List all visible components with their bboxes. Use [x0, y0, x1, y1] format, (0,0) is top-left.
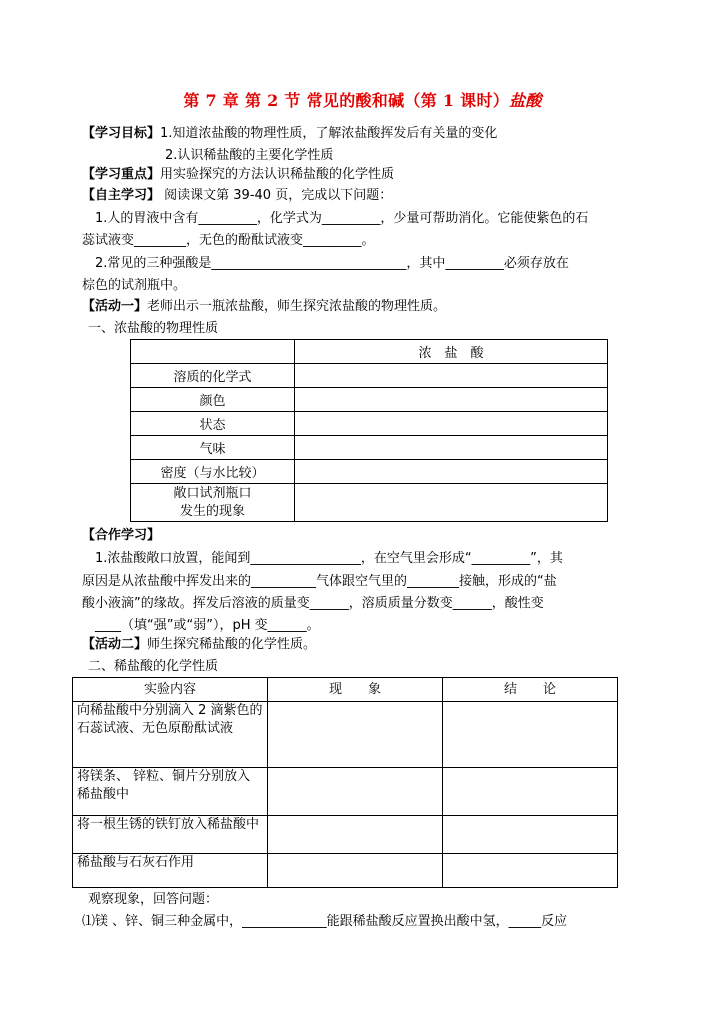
coop-label: 【合作学习】: [82, 528, 161, 543]
final-question-line: ⑴镁 、锌、铜三种金属中，_____________能跟稀盐酸反应置换出酸中氢，_____反应: [82, 914, 568, 929]
table-header-row: [73, 678, 618, 702]
question-1-line-1: 1.人的胃液中含有_________，化学式为_________，少量可帮助消化。它能使紫色的石: [95, 211, 589, 226]
table-cell: [443, 816, 618, 854]
table-row: [131, 412, 608, 436]
table-cell: 将镁条、 锌粒、铜片分别放入稀盐酸中: [73, 768, 268, 816]
table-cell: [295, 388, 608, 412]
table-cell: 将一根生锈的铁钉放入稀盐酸中: [73, 816, 268, 854]
table-cell: [443, 768, 618, 816]
table-row: [73, 854, 618, 888]
question-1-line-2: 蕊试液变________，无色的酚酞试液变_________。: [82, 233, 375, 248]
table-cell: 状态: [131, 412, 295, 436]
table-cell: [295, 412, 608, 436]
table-row: [131, 388, 608, 412]
table-row: [131, 484, 608, 522]
table-cell: 溶质的化学式: [131, 364, 295, 388]
table-cell: [268, 768, 443, 816]
table-cell: [268, 854, 443, 888]
table-row: [131, 460, 608, 484]
section-1-heading: 一、浓盐酸的物理性质: [88, 321, 219, 336]
section-2-heading: 二、稀盐酸的化学性质: [88, 659, 219, 674]
page-title: 第 7 章 第 2 节 常见的酸和碱（第 1 课时）盐酸: [183, 91, 542, 110]
table-cell: 密度（与水比较）: [131, 460, 295, 484]
table-cell: 颜色: [131, 388, 295, 412]
goal-line-2: 2.认识稀盐酸的主要化学性质: [165, 148, 334, 163]
table-cell: 稀盐酸与石灰石作用: [73, 854, 268, 888]
chemical-properties-table: [72, 677, 618, 888]
table-cell: 敞口试剂瓶口 发生的现象: [131, 484, 295, 522]
coop-line-4: ____（填“强”或“弱”），pH 变______。: [95, 618, 320, 633]
table-cell: 现 象: [268, 678, 443, 702]
table-cell: 实验内容: [73, 678, 268, 702]
table-cell: 向稀盐酸中分别滴入 2 滴紫色的石蕊试液、无色原酚酞试液: [73, 702, 268, 768]
self-study-line: 【自主学习】 阅读课文第 39-40 页，完成以下问题：: [82, 188, 393, 203]
table-header-row: [131, 340, 608, 364]
coop-line-2: 原因是从浓盐酸中挥发出来的__________气体跟空气里的________接触，形成的“盐: [82, 574, 557, 589]
table-cell: [443, 702, 618, 768]
question-2-line-2: 棕色的试剂瓶中。: [82, 278, 187, 293]
goal-line-1: 【学习目标】1.知道浓盐酸的物理性质，了解浓盐酸挥发后有关量的变化: [82, 126, 498, 141]
coop-line-1: 1.浓盐酸敞口放置，能闻到_________________，在空气里会形成“_________”，其: [95, 551, 563, 566]
table-cell: 气味: [131, 436, 295, 460]
table-row: [73, 816, 618, 854]
table-row: [73, 768, 618, 816]
table-cell: [268, 702, 443, 768]
table-cell: 结 论: [443, 678, 618, 702]
activity-2-line: 【活动二】师生探究稀盐酸的化学性质。: [82, 637, 317, 652]
table-cell: [295, 484, 608, 522]
table-row: [73, 702, 618, 768]
table-cell: 浓 盐 酸: [295, 340, 608, 364]
observe-line: 观察现象，回答问题：: [88, 892, 219, 907]
focus-line: 【学习重点】用实验探究的方法认识稀盐酸的化学性质: [82, 167, 395, 182]
table-cell: [295, 364, 608, 388]
table-row: [131, 364, 608, 388]
table-cell: [295, 460, 608, 484]
table-cell: [443, 854, 618, 888]
table-cell: [295, 436, 608, 460]
activity-1-line: 【活动一】老师出示一瓶浓盐酸，师生探究浓盐酸的物理性质。: [82, 299, 447, 314]
coop-line-3: 酸小液滴”的缘故。挥发后溶液的质量变______，溶质质量分数变______，酸性变: [82, 596, 544, 611]
physical-properties-table: [130, 339, 608, 522]
table-cell: [268, 816, 443, 854]
question-2-line-1: 2.常见的三种强酸是______________________________，其中_________必须存放在: [95, 256, 569, 271]
table-cell: [131, 340, 295, 364]
table-row: [131, 436, 608, 460]
